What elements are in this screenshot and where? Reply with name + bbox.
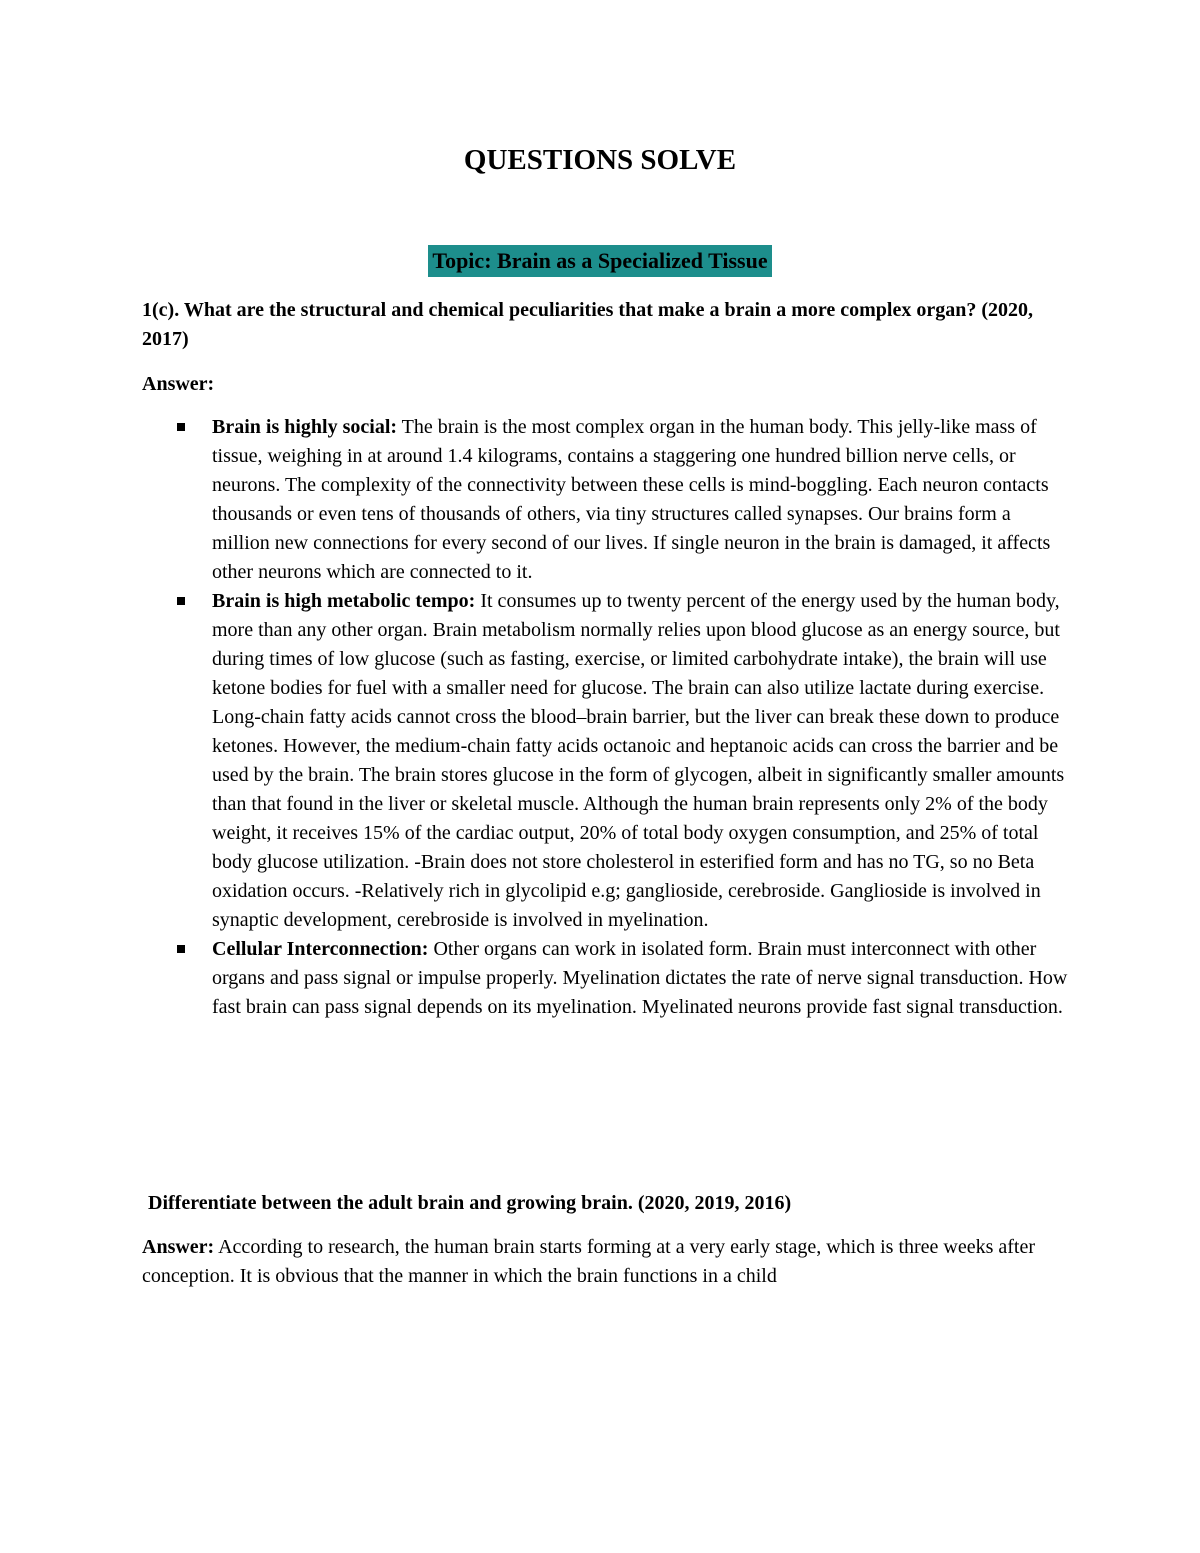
bullet-item-interconnection [212,935,1070,1022]
bullet-text: It consumes up to twenty percent of the energy used by the human body, more than any other organ. Brain metabolism normally relies upon blood glucose as an energy source, but during times of low glucose (such as fasting, exercise, or limited carbohydrate intake), the brain will use ketone bodies for fuel with a smaller need for glucose. The brain can also utilize lactate during exercise. Long-chain fatty acids cannot cross the blood–brain barrier, but the liver can break these down to produce ketones. However, the medium-chain fatty acids octanoic and heptanoic acids can cross the barrier and be used by the brain. The brain stores glucose in the form of glycogen, albeit in significantly smaller amounts than that found in the liver or skeletal muscle. Although the human brain represents only 2% of the body weight, it receives 15% of the cardiac output, 20% of total body oxygen consumption, and 25% of total body glucose utilization. -Brain does not store cholesterol in esterified form and has no TG, so no Beta oxidation occurs. -Relatively rich in glycolipid e.g; ganglioside, cerebroside. Ganglioside is involved in synaptic development, cerebroside is involved in myelination. [212,590,1065,931]
answer-2-paragraph [142,1233,1062,1291]
bullet-lead: Brain is high metabolic tempo: [212,590,476,612]
bullet-lead: Cellular Interconnection: [212,938,429,960]
square-bullet-icon [177,945,185,953]
bullet-item-social [212,413,1070,587]
question-2: Differentiate between the adult brain and growing brain. (2020, 2019, 2016) [148,1192,792,1214]
bullet-text: The brain is the most complex organ in the human body. This jelly-like mass of tissue, weighing in at around 1.4 kilograms, contains a staggering one hundred billion nerve cells, or neurons. The complexity of the connectivity between these cells is mind-boggling. Each neuron contacts thousands or even tens of thousands of others, via tiny structures called synapses. Our brains form a million new connections for every second of our lives. If single neuron in the brain is damaged, it affects other neurons which are connected to it. [212,416,1051,583]
bullet-text: Other organs can work in isolated form. Brain must interconnect with other organs and pass signal or impulse properly. Myelination dictates the rate of nerve signal transduction. How fast brain can pass signal depends on its myelination. Myelinated neurons provide fast signal transduction. [212,938,1068,1018]
topic-heading: Topic: Brain as a Specialized Tissue [428,245,771,277]
question-1: 1(c). What are the structural and chemical peculiarities that make a brain a more complex organ? (2020, 2017) [142,299,1033,350]
answer-2-text: According to research, the human brain starts forming at a very early stage, which is three weeks after conception. It is obvious that the manner in which the brain functions in a child [142,1236,1036,1287]
answer-label: Answer: [142,373,215,395]
answer-bullet-list [212,413,1070,1022]
bullet-lead: Brain is highly social: [212,416,398,438]
answer-2-label: Answer: [142,1236,215,1258]
square-bullet-icon [177,423,185,431]
bullet-item-metabolic [212,587,1070,935]
page-title: QUESTIONS SOLVE [463,144,737,176]
square-bullet-icon [177,597,185,605]
topic-heading-row [0,245,1200,277]
